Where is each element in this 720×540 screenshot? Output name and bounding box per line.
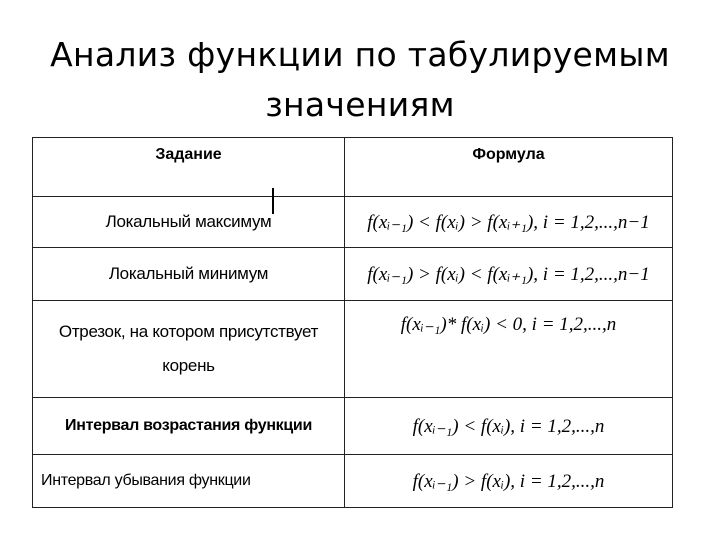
- table-row: [33, 301, 673, 398]
- table-row: [33, 398, 673, 455]
- task-increasing-interval: Интервал возрастания функции: [33, 398, 345, 455]
- task-local-minimum: Локальный минимум: [33, 248, 345, 301]
- table-row: [33, 248, 673, 301]
- formula-local-maximum: f(xᵢ₋₁) < f(xᵢ) > f(xᵢ₊₁), i = 1,2,...,n−1: [345, 197, 673, 248]
- task-local-maximum: Локальный максимум: [33, 197, 345, 248]
- task-decreasing-interval: Интервал убывания функции: [33, 455, 345, 508]
- table-row: [33, 197, 673, 248]
- header-formula: Формула: [345, 138, 673, 197]
- header-task: Задание: [33, 138, 345, 197]
- table-header-row: [33, 138, 673, 197]
- formula-root-segment: f(xᵢ₋₁)* f(xᵢ) < 0, i = 1,2,...,n: [345, 301, 673, 398]
- function-analysis-table: [32, 137, 673, 508]
- formula-local-minimum: f(xᵢ₋₁) > f(xᵢ) < f(xᵢ₊₁), i = 1,2,...,n−1: [345, 248, 673, 301]
- text-cursor: [272, 188, 274, 214]
- formula-decreasing-interval: f(xᵢ₋₁) > f(xᵢ), i = 1,2,...,n: [345, 455, 673, 508]
- slide-title: Анализ функции по табулируемым значениям: [50, 35, 670, 124]
- task-root-segment: Отрезок, на котором присутствует корень: [33, 301, 345, 398]
- formula-increasing-interval: f(xᵢ₋₁) < f(xᵢ), i = 1,2,...,n: [345, 398, 673, 455]
- table-row: [33, 455, 673, 508]
